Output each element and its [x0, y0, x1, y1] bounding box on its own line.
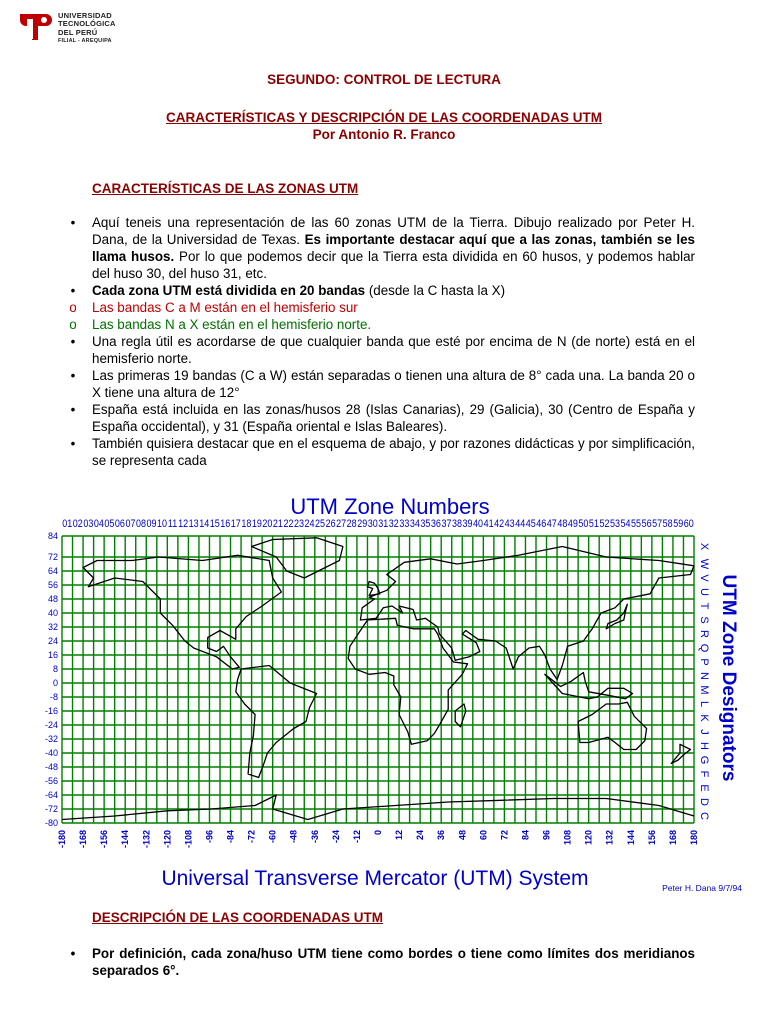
longitude-label: -12 [351, 830, 362, 844]
longitude-label: 108 [562, 830, 573, 846]
document-subtitle: CARACTERÍSTICAS Y DESCRIPCIÓN DE LAS COORDENADAS UTM [165, 110, 603, 125]
latitude-label: -72 [44, 804, 58, 814]
zone-number-label: 41 [483, 518, 494, 531]
band-letter-label: K [698, 714, 710, 722]
band-letter-label: U [698, 588, 710, 596]
list-item [70, 945, 695, 979]
latitude-label: 24 [47, 636, 58, 646]
map-side-title: UTM Zone Designators [718, 574, 739, 782]
zone-number-label: 05 [104, 518, 115, 531]
band-letter-label: E [698, 784, 710, 792]
longitude-label: 180 [689, 830, 699, 846]
zone-number-label: 02 [72, 518, 83, 531]
zone-number-label: 27 [336, 518, 347, 531]
zone-number-label: 06 [114, 518, 125, 531]
zone-number-label: 50 [578, 518, 589, 531]
latitude-label: 16 [47, 650, 58, 660]
zone-number-label: 21 [272, 518, 283, 531]
longitude-label: -132 [141, 830, 152, 849]
longitude-label: 156 [646, 830, 657, 846]
list-item [70, 401, 695, 435]
list-item-text: Las bandas C a M están en el hemisferio sur [92, 300, 358, 315]
longitude-label: 96 [541, 830, 552, 841]
zone-number-label: 01 [62, 518, 73, 531]
zone-number-label: 40 [473, 518, 484, 531]
zone-number-label: 35 [420, 518, 431, 531]
longitude-label: 0 [373, 830, 383, 836]
longitude-label: 132 [604, 830, 615, 846]
university-logo [18, 10, 158, 44]
utm-zone-map [30, 488, 750, 898]
map-credit: Peter H. Dana 9/7/94 [662, 883, 742, 893]
latitude-label: 72 [47, 552, 58, 562]
zone-number-label: 22 [283, 518, 294, 531]
longitude-label: -108 [183, 830, 194, 849]
band-letter-label: P [698, 658, 710, 666]
band-letter-label: V [698, 574, 710, 582]
map-bottom-title: Universal Transverse Mercator (UTM) System [161, 867, 589, 890]
zone-number-label: 12 [178, 518, 189, 531]
greenland-outline [252, 538, 343, 578]
bullet-marker: • [70, 215, 76, 230]
longitude-label: -156 [99, 830, 110, 849]
zone-number-label: 32 [388, 518, 399, 531]
list-item-rest-text: Por lo que podemos decir que la Tierra esta dividida en 60 husos, y podemos hablar del huso 30, del huso 31, etc. [92, 249, 695, 281]
zone-number-label: 23 [293, 518, 305, 531]
bullet-marker: • [70, 334, 76, 349]
longitude-label: 12 [394, 830, 405, 841]
latitude-label: 84 [47, 531, 58, 541]
zone-number-label: 52 [599, 518, 610, 531]
zone-number-label: 20 [262, 518, 273, 531]
band-letter-label: G [698, 755, 710, 765]
section-title-characteristics: CARACTERÍSTICAS DE LAS ZONAS UTM [92, 181, 359, 196]
zone-number-label: 14 [199, 518, 210, 531]
latitude-label: 40 [47, 608, 58, 618]
zone-number-label: 33 [399, 518, 410, 531]
band-letter-label: N [698, 672, 710, 680]
zone-number-label: 08 [135, 518, 147, 531]
zone-number-label: 25 [315, 518, 326, 531]
zone-number-label: 43 [504, 518, 515, 531]
characteristics-list [69, 214, 695, 469]
list-item-rest-text: (desde la C hasta la X) [365, 283, 506, 298]
zone-number-label: 17 [230, 518, 241, 531]
band-letter-label: F [698, 770, 710, 778]
band-letter-label: M [698, 685, 710, 695]
sub-bullet-marker: o [69, 317, 77, 332]
bullet-marker: • [70, 436, 76, 451]
longitude-label: -168 [78, 830, 89, 849]
longitude-label: 60 [478, 830, 489, 841]
zone-number-label: 24 [304, 518, 315, 531]
sub-bullet-marker: o [69, 300, 77, 315]
longitude-label: 120 [583, 830, 594, 846]
band-letter-label: D [698, 798, 710, 806]
list-item [70, 435, 695, 469]
list-item-text: España está incluida en las zonas/husos 28 (Islas Canarias), 29 (Galicia), 30 (Centro de España y España occidental), y 31 (España oriental e Islas Baleares). [92, 402, 695, 434]
utm-map-svg [30, 488, 750, 898]
zone-number-label: 45 [525, 518, 536, 531]
latitude-label: 32 [47, 622, 58, 632]
longitude-label: 84 [520, 830, 531, 841]
band-letter-label: S [698, 616, 710, 624]
longitude-label: -180 [57, 830, 67, 849]
zone-number-label: 16 [220, 518, 231, 531]
longitude-label: 24 [415, 830, 426, 841]
band-letter-label: T [698, 602, 710, 610]
latitude-label: -16 [44, 706, 58, 716]
zone-number-label: 13 [188, 518, 199, 531]
zone-number-label: 49 [567, 518, 578, 531]
zone-number-label: 30 [367, 518, 378, 531]
longitude-label: 144 [625, 830, 636, 846]
section-title-description: DESCRIPCIÓN DE LAS COORDENADAS UTM [92, 910, 384, 925]
bullet-marker: • [70, 402, 76, 417]
zone-number-label: 07 [125, 518, 136, 531]
latitude-label: -24 [44, 720, 58, 730]
band-letter-label: C [698, 812, 710, 820]
band-letter-label: W [698, 558, 710, 570]
zone-number-label: 39 [462, 518, 473, 531]
list-item-text: Aquí teneis una representación de las 60 zonas UTM de la Tierra. Dibujo realizado por Peter H. Dana, de la Universidad de Texas. [92, 215, 695, 247]
zone-number-label: 37 [441, 518, 452, 531]
zone-number-label: 58 [662, 518, 673, 531]
list-item-text: También quisiera destacar que en el esquema de abajo, y por razones didácticas y por simplificación, se representa cada [92, 436, 695, 468]
longitude-label: 48 [457, 830, 468, 841]
map-title: UTM Zone Numbers [290, 494, 490, 519]
latitude-label: -40 [44, 748, 58, 758]
madagascar-outline [455, 704, 466, 727]
zone-number-label: 29 [357, 518, 368, 531]
bullet-marker: • [70, 283, 76, 298]
logo-line-3: DEL PERÚ [58, 27, 98, 37]
longitude-label: -84 [225, 830, 236, 844]
zone-number-label: 03 [83, 518, 94, 531]
zone-number-label: 09 [146, 518, 157, 531]
longitude-label: -48 [288, 830, 299, 844]
longitude-label: -36 [309, 830, 320, 844]
band-letter-label: H [698, 742, 710, 750]
longitude-label: 72 [499, 830, 510, 841]
zone-number-label: 57 [652, 518, 663, 531]
longitude-label: -60 [267, 830, 278, 844]
logo-line-2: TECNOLÓGICA [58, 19, 116, 29]
logo-line-1: UNIVERSIDAD [58, 11, 112, 20]
zone-number-label: 11 [167, 518, 178, 531]
zone-number-label: 38 [451, 518, 463, 531]
zone-number-label: 15 [209, 518, 220, 531]
zone-number-label: 36 [430, 518, 441, 531]
bullet-marker: • [70, 946, 76, 961]
document-author: Por Antonio R. Franco [312, 127, 456, 142]
zone-number-label: 26 [325, 518, 336, 531]
zone-number-label: 10 [157, 518, 168, 531]
zone-number-label: 48 [557, 518, 568, 531]
zone-number-label: 18 [241, 518, 252, 531]
zone-number-label: 59 [673, 518, 684, 531]
list-item-text: Por definición, cada zona/huso UTM tiene como bordes o tiene como límites dos meridianos separados 6°. [92, 946, 695, 978]
latitude-label: 64 [47, 566, 58, 576]
longitude-label: -144 [120, 830, 131, 849]
longitude-label: 168 [667, 830, 678, 846]
band-letter-label: R [698, 630, 710, 638]
university-logo-mark [18, 10, 54, 42]
longitude-label: -96 [204, 830, 215, 844]
list-item-bold-text: Cada zona UTM está dividida en 20 bandas [92, 283, 366, 298]
logo-text [58, 12, 116, 46]
latitude-label: 48 [47, 594, 58, 604]
latitude-label: 56 [47, 580, 58, 590]
longitude-label: -72 [246, 830, 257, 844]
list-item [69, 316, 695, 333]
list-item-bold-text: Es importante destacar aquí que a las zonas, también se les llama husos. [92, 232, 695, 264]
zone-number-label: 47 [546, 518, 557, 531]
zone-number-label: 31 [378, 518, 389, 531]
band-letter-label: Q [698, 643, 710, 653]
list-item [70, 367, 695, 401]
band-letter-label: J [698, 729, 710, 735]
zone-number-label: 60 [683, 518, 694, 531]
longitude-label: -24 [330, 830, 341, 844]
description-list [70, 945, 695, 979]
list-item [69, 299, 695, 316]
logo-line-4: FILIAL - AREQUIPA [58, 38, 112, 45]
zone-number-label: 44 [515, 518, 526, 531]
zone-number-label: 34 [409, 518, 420, 531]
latitude-label: -56 [44, 776, 58, 786]
list-item-text: Una regla útil es acordarse de que cualquier banda que esté por encima de N (de norte) está en el hemisferio norte. [92, 334, 695, 366]
zone-number-label: 46 [536, 518, 547, 531]
zone-number-label: 04 [93, 518, 104, 531]
zone-number-label: 28 [346, 518, 357, 531]
band-letter-label: L [698, 700, 710, 708]
new-zealand-outline [671, 744, 690, 763]
longitude-label: 36 [436, 830, 447, 841]
zone-number-label: 56 [641, 518, 652, 531]
latitude-label: -80 [44, 818, 58, 828]
list-item-text: Las bandas N a X están en el hemisferio norte. [92, 317, 372, 332]
longitude-label: -120 [162, 830, 173, 849]
bullet-marker: • [70, 368, 76, 383]
zone-number-label: 54 [620, 518, 631, 531]
page-title: SEGUNDO: CONTROL DE LECTURA [267, 72, 501, 87]
list-item [70, 333, 695, 367]
latitude-label: -32 [44, 734, 58, 744]
zone-number-label: 51 [588, 518, 599, 531]
band-letter-label: X [698, 542, 710, 551]
list-item [70, 282, 695, 299]
zone-number-label: 53 [609, 518, 621, 531]
latitude-label: -48 [44, 762, 58, 772]
zone-number-label: 42 [494, 518, 505, 531]
latitude-label: -64 [44, 790, 58, 800]
list-item [70, 214, 695, 282]
latitude-label: 8 [52, 664, 58, 674]
latitude-label: -8 [49, 692, 58, 702]
zone-number-label: 55 [631, 518, 642, 531]
list-item-text: Las primeras 19 bandas (C a W) están separadas o tienen una altura de 8° cada una. La banda 20 o X tiene una altura de 12° [92, 368, 695, 400]
latitude-label: 0 [52, 678, 58, 688]
zone-number-label: 19 [251, 518, 262, 531]
